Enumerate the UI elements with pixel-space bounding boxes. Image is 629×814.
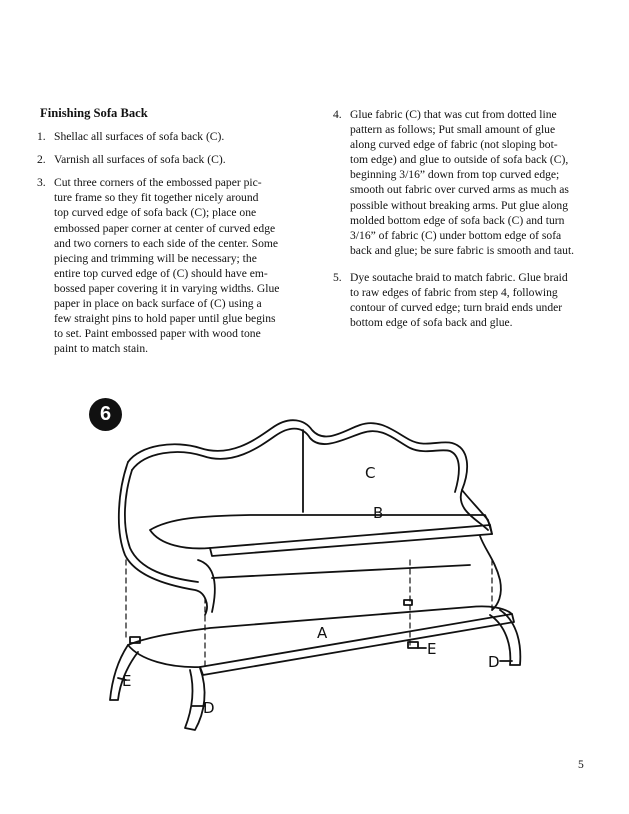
step-line: possible without breaking arms. Put glue along [350,198,568,212]
step-line: tom edge) and glue to outside of sofa back (C), [350,153,569,167]
step-item-2 [37,152,299,167]
step-line: embossed paper corner at center of curved edge [54,221,276,235]
label-c: C [365,464,376,482]
step-line: 3/16” of fabric (C) under bottom edge of sofa [350,228,562,242]
step-line: entire top curved edge of (C) should have em- [54,266,268,280]
step-line: bossed paper covering it in varying widths. Glue [54,281,280,295]
step-line: Glue fabric (C) that was cut from dotted line [350,108,557,121]
left-arm-outline [119,462,207,615]
step-line: Cut three corners of the embossed paper pic- [54,176,262,190]
step-line: pattern as follows; Put small amount of glue [350,123,556,137]
sofa-back-outline [128,420,488,530]
step-number: 1. [37,130,46,144]
page-number: 5 [578,758,584,771]
steps-list-left [37,129,299,356]
step-line: beginning 3/16” down from top curved edge; [350,168,560,182]
right-column [333,107,595,338]
step-line: contour of curved edge; turn braid ends under [350,301,563,315]
peg-left [130,637,140,643]
label-d-left: D [203,699,215,717]
label-e-right: E [427,640,437,658]
step-line: Shellac all surfaces of sofa back (C). [54,130,225,144]
step-line: paint to match stain. [54,342,149,356]
step-item-4 [333,107,595,258]
step-line: paper in place on back surface of (C) using a [54,297,262,311]
seat-outline [150,515,490,548]
label-b: B [373,504,384,522]
step-line: to raw edges of fabric from step 4, following [350,286,558,300]
step-line: few straight pins to hold paper until glue begins [54,312,276,326]
step-item-5 [333,270,595,330]
steps-list-right [333,107,595,330]
step-line: piecing and trimming will be necessary; the [54,251,257,265]
step-item-1 [37,129,299,144]
step-item-3 [37,175,299,356]
step-line: back and glue; be sure fabric is smooth and taut. [350,243,575,257]
step-line: Dye soutache braid to match fabric. Glue braid [350,270,568,284]
step-line: ture frame so they fit together nicely around [54,191,259,205]
step-line: and two corners to each side of the center. Some [54,236,279,250]
step-line: molded bottom edge of sofa back (C) and turn [350,213,565,227]
step-line: bottom edge of sofa back and glue. [350,316,513,330]
step-line: top curved edge of sofa back (C); place one [54,206,257,220]
label-a: A [317,624,328,642]
sofa-assembly-drawing [100,400,540,740]
step-number: 4. [333,108,342,121]
step-number: 2. [37,153,46,167]
step-number-badge: 6 [89,398,122,431]
section-title: Finishing Sofa Back [40,106,148,120]
label-e-left: E [122,672,132,690]
step-line: smooth out fabric over curved arms as much as [350,183,569,197]
left-column [37,106,299,364]
label-d-right: D [488,653,500,671]
step-number: 3. [37,176,46,190]
step-number: 5. [333,270,342,284]
step-line: to set. Paint embossed paper with wood tone [54,327,261,341]
step-line: Varnish all surfaces of sofa back (C). [54,153,226,167]
step-line: along curved edge of fabric (not sloping bot- [350,138,558,152]
